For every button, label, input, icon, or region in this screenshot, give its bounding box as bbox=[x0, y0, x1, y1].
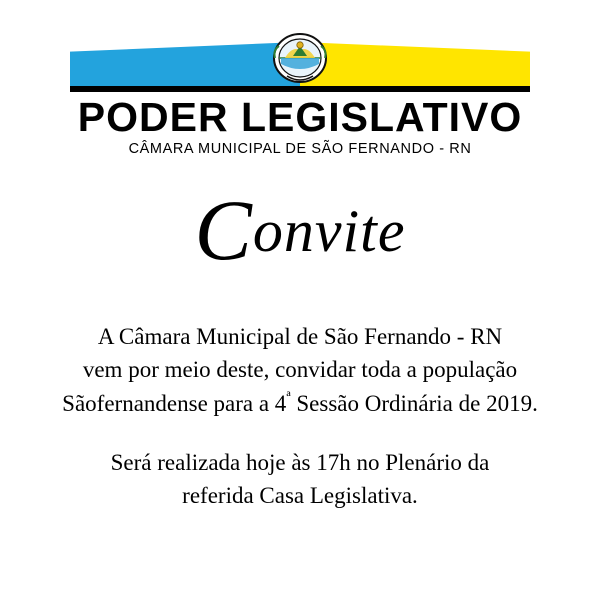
paragraph-1 bbox=[40, 320, 560, 420]
headline-initial: C bbox=[194, 182, 253, 279]
banner-left-blue bbox=[70, 42, 300, 86]
paragraph-2 bbox=[40, 446, 560, 513]
headline-rest: onvite bbox=[252, 198, 406, 265]
paragraph-2-line-1: Será realizada hoje às 17h no Plenário da bbox=[110, 450, 490, 476]
banner-graphic bbox=[70, 34, 530, 86]
paragraph-1-line-1: A Câmara Municipal de São Fernando - RN bbox=[97, 324, 503, 350]
headline-convite bbox=[194, 182, 406, 279]
paragraph-1-line-3-suffix: Sessão Ordinária de 2019. bbox=[290, 390, 538, 416]
paragraph-1-line-3-prefix: Sãofernandense para a 4 bbox=[62, 390, 287, 416]
banner-right-yellow bbox=[300, 42, 530, 86]
ordinal-superscript: ª bbox=[286, 389, 291, 407]
coat-of-arms-icon bbox=[269, 28, 331, 90]
page-title: PODER LEGISLATIVO bbox=[77, 94, 523, 140]
paragraph-2-line-2: referida Casa Legislativa. bbox=[182, 483, 418, 509]
page-subtitle: CÂMARA MUNICIPAL DE SÃO FERNANDO - RN bbox=[128, 141, 472, 158]
invitation-body bbox=[40, 320, 560, 513]
paragraph-1-line-2: vem por meio deste, convidar toda a população bbox=[82, 357, 518, 383]
institutional-header bbox=[70, 34, 530, 157]
